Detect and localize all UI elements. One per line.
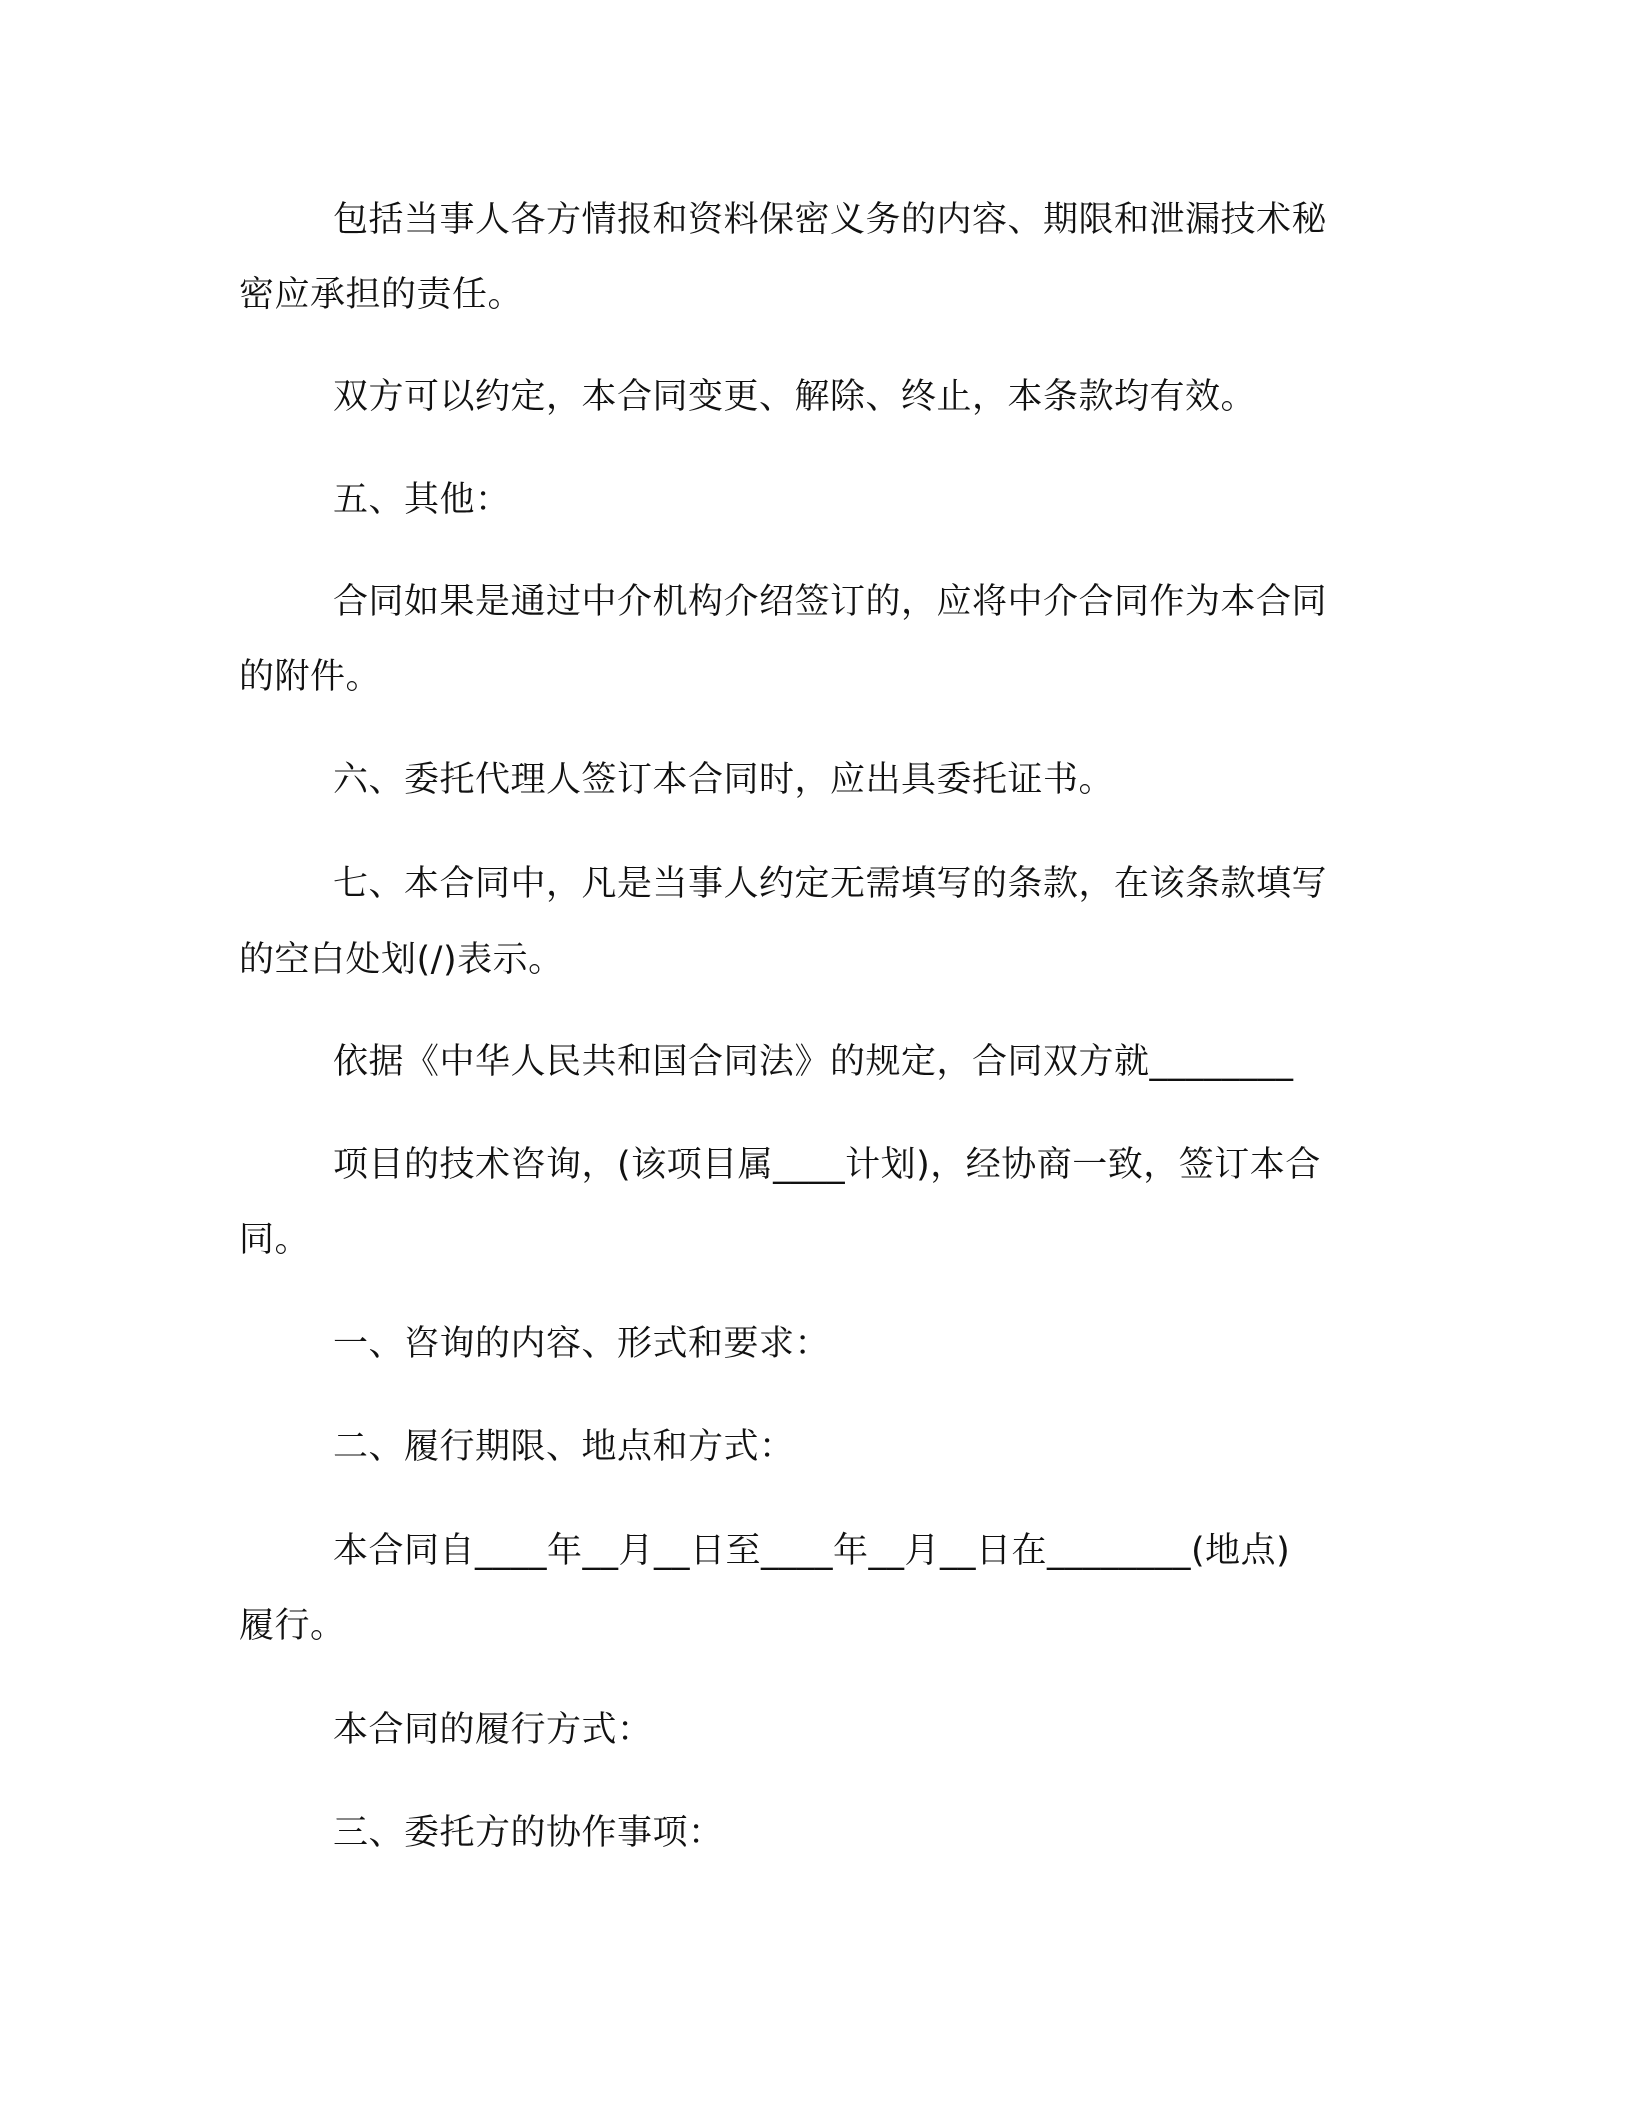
section-heading-three: 三、委托方的协作事项：	[333, 1813, 724, 1853]
paragraph-confidentiality-line1: 包括当事人各方情报和资料保密义务的内容、期限和泄漏技术秘	[333, 200, 1328, 240]
paragraph-agency-line2: 的附件。	[239, 657, 382, 697]
section-heading-one: 一、咨询的内容、形式和要求：	[333, 1324, 831, 1364]
section-heading-two: 二、履行期限、地点和方式：	[333, 1427, 795, 1467]
section-heading-five: 五、其他：	[333, 480, 511, 520]
paragraph-project-line2: 同。	[239, 1220, 311, 1260]
paragraph-confidentiality-line2: 密应承担的责任。	[239, 275, 524, 315]
section-heading-seven-line1: 七、本合同中，凡是当事人约定无需填写的条款，在该条款填写	[333, 864, 1328, 904]
section-heading-seven-line2: 的空白处划(/)表示。	[239, 940, 564, 980]
paragraph-term-line1: 本合同自____年__月__日至____年__月__日在________(地点)	[333, 1531, 1291, 1571]
paragraph-term-line2: 履行。	[239, 1606, 346, 1646]
paragraph-performance-method: 本合同的履行方式：	[333, 1710, 653, 1750]
paragraph-clause-validity: 双方可以约定，本合同变更、解除、终止，本条款均有效。	[333, 377, 1257, 417]
paragraph-project-line1: 项目的技术咨询，(该项目属____计划)，经协商一致，签订本合	[333, 1145, 1321, 1185]
paragraph-legal-basis: 依据《中华人民共和国合同法》的规定，合同双方就________	[333, 1042, 1294, 1082]
section-heading-six: 六、委托代理人签订本合同时，应出具委托证书。	[333, 760, 1115, 800]
paragraph-agency-line1: 合同如果是通过中介机构介绍签订的，应将中介合同作为本合同	[333, 582, 1328, 622]
